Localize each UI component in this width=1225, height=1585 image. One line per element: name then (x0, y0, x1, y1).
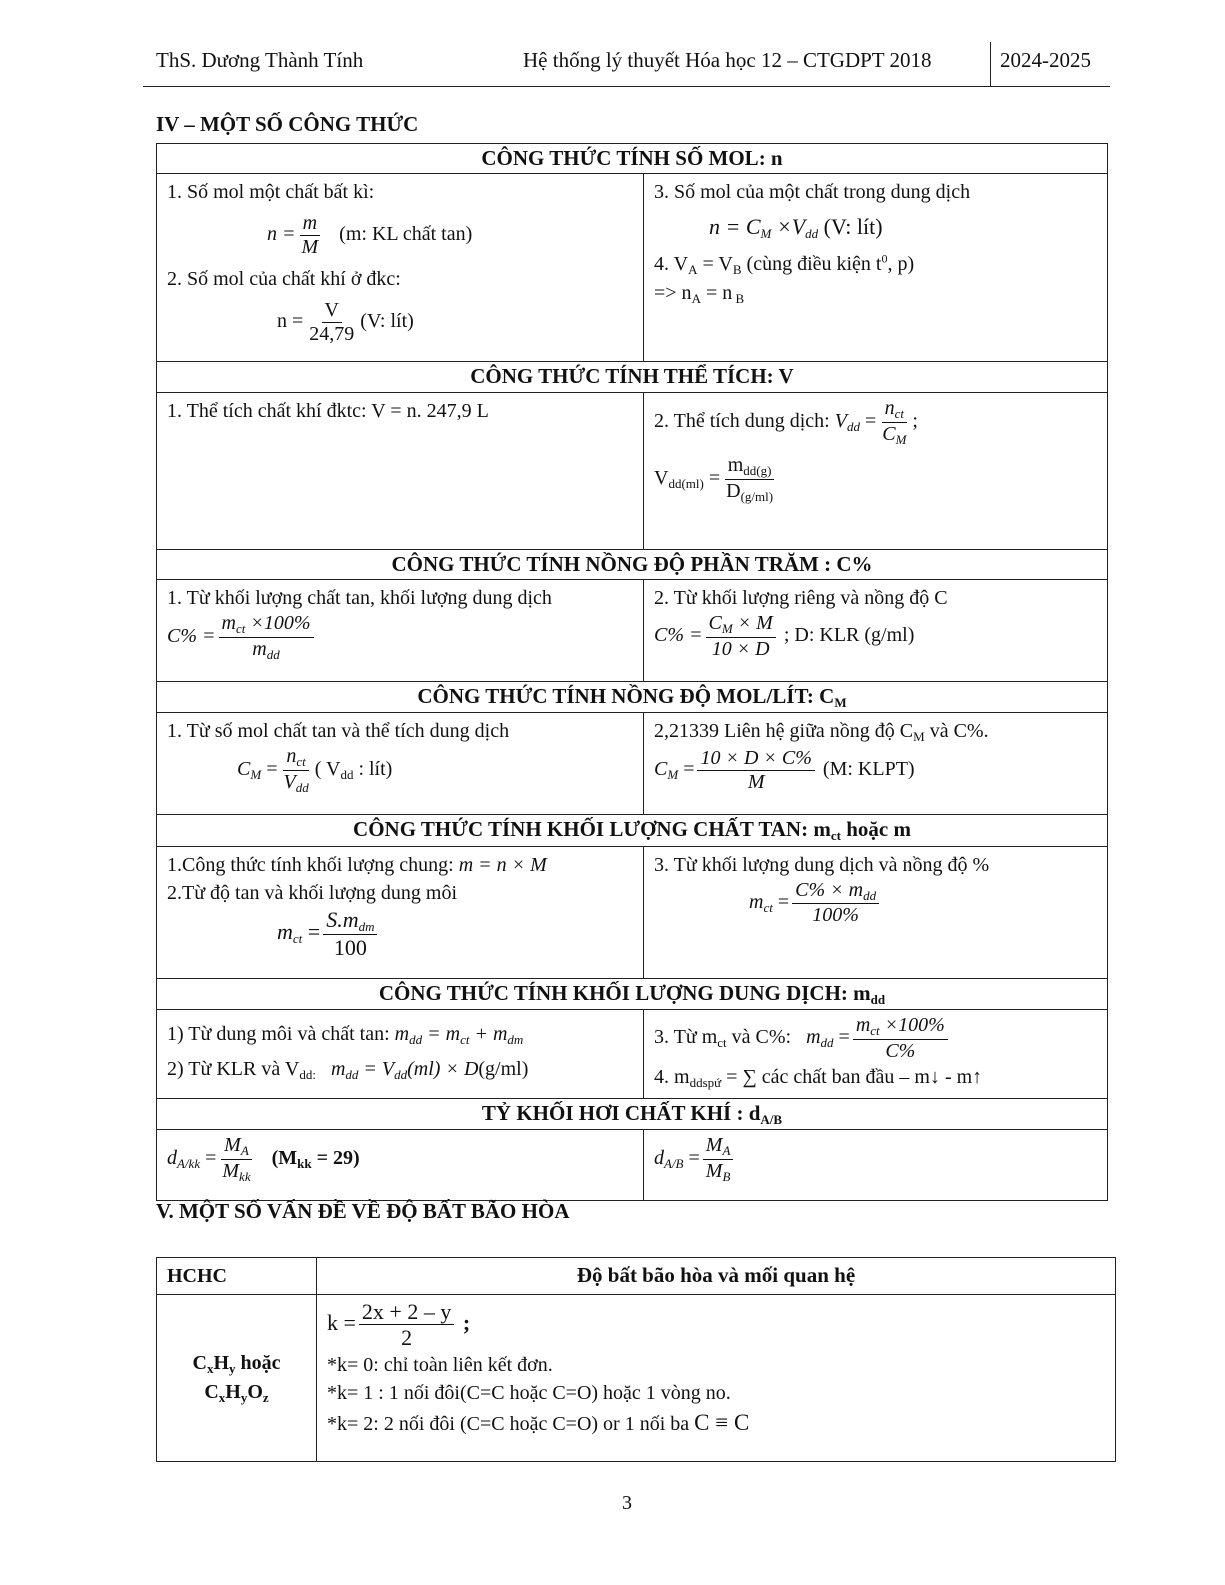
vol-heading: CÔNG THỨC TÍNH THỂ TÍCH: V (157, 362, 1108, 392)
mol-right-cell (644, 174, 1108, 362)
pct-right-cell (644, 580, 1108, 682)
formulas-table (156, 143, 1108, 1201)
vol-formula-1: 2. Thể tích dung dịch: $V_{dd}$ = $\frac{n_{ct}}{C_M}$ ; (654, 396, 918, 447)
mol-item-1: 1. Số mol một chất bất kì: (167, 181, 375, 204)
mol-item-2: 2. Số mol của chất khí ở đkc: (167, 268, 401, 291)
mdd-item-4: 4. $m_{ddspứ}$ = ∑ các chất ban đầu – m↓ - m↑ (654, 1065, 983, 1090)
relation-cell (317, 1295, 1116, 1462)
density-formula-1: $d_{A/kk}$ = $\frac{M_A}{M_{kk}}$ $(M_{kk} = 29)$ (167, 1133, 360, 1184)
mol-left-cell (157, 174, 644, 362)
header-title: Hệ thống lý thuyết Hóa học 12 – CTGDPT 2018 (523, 48, 932, 72)
mct-left-cell (157, 846, 644, 978)
mdd-item-2: 2) Từ KLR và $V_{dd:}$ $m_{dd} = V_{dd}(ml) \times D(g/ml)$ (167, 1057, 529, 1082)
mdd-item-1: 1) Từ dung môi và chất tan: $m_{dd} = m_{ct} + m_{dm}$ (167, 1022, 524, 1047)
density-right-cell (644, 1129, 1108, 1200)
mol-item-4: 4. $V_A = V_B$ (cùng điều kiện $t^0$, p) (654, 250, 915, 277)
density-heading: TỶ KHỐI HƠI CHẤT KHÍ : $d_{A/B}$ (157, 1098, 1108, 1129)
cm-left-cell (157, 713, 644, 815)
cm-item-1: 1. Từ số mol chất tan và thể tích dung dịch (167, 720, 510, 743)
mct-formula-3: $m_{ct}$ = $\frac{C\% \times m_{dd}}{100\%}$ (654, 879, 1097, 928)
pct-item-1: 1. Từ khối lượng chất tan, khối lượng dung dịch (167, 587, 552, 610)
density-left-cell (157, 1129, 644, 1200)
mdd-left-cell (157, 1009, 644, 1098)
vol-left-cell (157, 392, 644, 549)
vol-right-cell (644, 392, 1108, 549)
compound-formula-cell: $C_xH_y$ hoặc $C_xH_yO_z$ (157, 1295, 317, 1462)
mol-item-3: 3. Số mol của một chất trong dung dịch (654, 181, 971, 204)
cm-item-2: 2,21339 Liên hệ giữa nồng độ $C_M$ và C%. (654, 720, 989, 745)
page-number: 3 (622, 1492, 632, 1514)
cm-formula-2: $C_M$ = $\frac{10 \times D \times C\%}{M}$ (M: KLPT) (654, 746, 915, 793)
vol-formula-2: $V_{dd(ml)}$ = $\frac{m_{dd(g)}}{D_{(g/ml)}}$ (654, 453, 774, 504)
density-formula-2: $d_{A/B}$ = $\frac{M_A}{M_B}$ (654, 1134, 1097, 1185)
mct-formula-2: $m_{ct}$ = $\frac{S.m_{dm}}{100}$ (167, 907, 633, 961)
mol-formula-3: $n = C_M \times V_{dd}$ (V: lít) (709, 214, 883, 242)
mol-heading: CÔNG THỨC TÍNH SỐ MOL: n (157, 144, 1108, 174)
cm-right-cell (644, 713, 1108, 815)
k-rule-1: *k= 1 : 1 nối đôi(C=C hoặc C=O) hoặc 1 vòng no. (327, 1381, 731, 1404)
k-formula: k = $\frac{2x + 2 - y}{2}$ ; (327, 1299, 471, 1351)
mct-item-3: 3. Từ khối lượng dung dịch và nồng độ % (654, 853, 990, 876)
k-rule-2: *k= 2: 2 nối đôi (C=C hoặc C=O) or 1 nối ba C ≡ C (327, 1409, 750, 1435)
mct-right-cell (644, 846, 1108, 978)
mol-formula-1: n = $\frac{m}{M}$ (m: KL chất tan) (267, 212, 473, 259)
pct-left-cell (157, 580, 644, 682)
header-year: 2024-2025 (1000, 48, 1091, 72)
pct-formula-1: C% = $\frac{m_{ct} \times 100\%}{m_{dd}}$ (167, 612, 633, 663)
mct-heading: CÔNG THỨC TÍNH KHỐI LƯỢNG CHẤT TAN: $m_{ct}$ hoặc m (157, 815, 1108, 846)
unsaturation-table (156, 1257, 1116, 1462)
header-rule (143, 86, 1110, 87)
cm-heading: CÔNG THỨC TÍNH NỒNG ĐỘ MOL/LÍT: $C_M$ (157, 682, 1108, 713)
k-rule-0: *k= 0: chỉ toàn liên kết đơn. (327, 1353, 553, 1376)
cm-formula-1: $C_M$ = $\frac{n_{ct}}{V_{dd}}$ ( $V_{dd}$ : lít) (237, 745, 393, 796)
header-divider (990, 42, 991, 86)
mdd-heading: CÔNG THỨC TÍNH KHỐI LƯỢNG DUNG DỊCH: $m_{dd}$ (157, 978, 1108, 1009)
mol-formula-2: n = $\frac{V}{24,79}$ (V: lít) (277, 299, 414, 346)
mdd-right-cell (644, 1009, 1108, 1098)
pct-item-2: 2. Từ khối lượng riêng và nồng độ C (654, 587, 948, 610)
section-title-unsaturation: V. MỘT SỐ VẤN ĐỀ VỀ ĐỘ BẤT BÃO HÒA (156, 1199, 570, 1223)
pct-formula-2: C% = $\frac{C_M \times M}{10 \times D}$ ; D: KLR (g/ml) (654, 612, 915, 661)
col-header-relation: Độ bất bão hòa và mối quan hệ (317, 1258, 1116, 1295)
mol-item-5: => $n_A = n$ $_B$ (654, 281, 745, 306)
mct-item-1: 1.Công thức tính khối lượng chung: m = n × M (167, 853, 547, 876)
pct-heading: CÔNG THỨC TÍNH NỒNG ĐỘ PHẦN TRĂM : C% (157, 549, 1108, 579)
col-header-hchc: HCHC (157, 1258, 317, 1295)
vol-item-1: 1. Thể tích chất khí đktc: V = n. 247,9 L (167, 399, 489, 422)
mdd-item-3: 3. Từ $m_{ct}$ và C%: $m_{dd}$ = $\frac{m_{ct} \times 100\%}{C\%}$ (654, 1014, 1097, 1063)
section-title-formulas: IV – MỘT SỐ CÔNG THỨC (156, 112, 419, 136)
header-author: ThS. Dương Thành Tính (156, 48, 364, 72)
mct-item-2: 2.Từ độ tan và khối lượng dung môi (167, 881, 458, 904)
